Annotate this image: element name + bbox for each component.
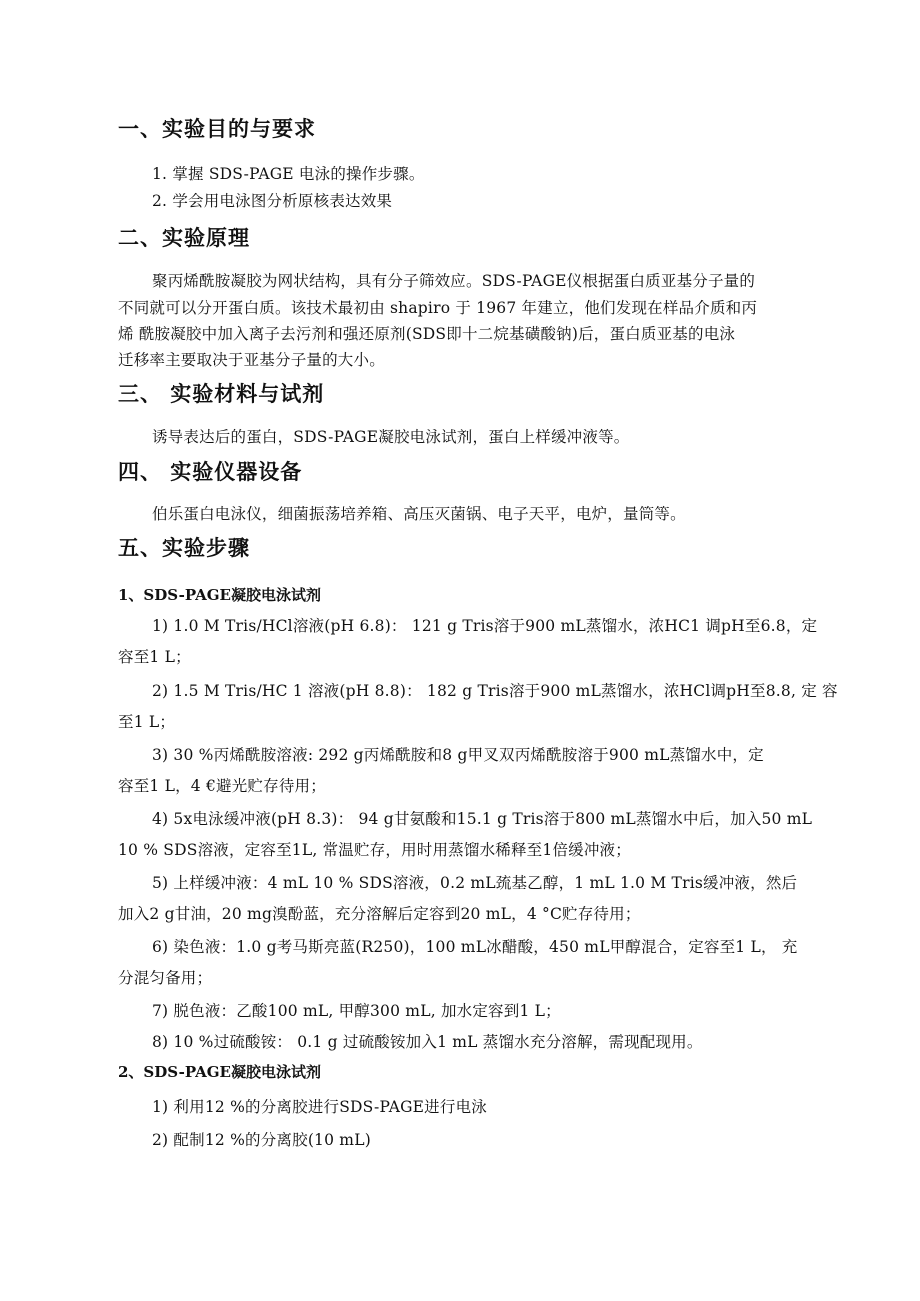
step-line: 10 % SDS溶液，定容至1L, 常温贮存，用时用蒸馏水稀释至1倍缓冲液；	[118, 841, 631, 859]
objective-item-2: 2. 学会用电泳图分析原核表达效果	[152, 192, 393, 210]
step-line: 8) 10 %过硫酸铵： 0.1 g 过硫酸铵加入1 mL 蒸馏水充分溶解，需现配现用。	[152, 1033, 703, 1051]
equipment-text: 伯乐蛋白电泳仪，细菌振荡培养箱、高压灭菌锅、电子天平，电炉，量筒等。	[152, 505, 686, 523]
step-line: 加入2 g甘油，20 mg溴酚蓝，充分溶解后定容到20 mL，4 °C贮存待用；	[118, 905, 641, 923]
section-2-heading: 二、实验原理	[118, 226, 250, 250]
step-line: 容至1 L，4 €避光贮存待用；	[118, 777, 326, 795]
section-5-heading: 五、实验步骤	[118, 536, 250, 560]
step-line: 容至1 L；	[118, 648, 191, 666]
principle-line-4: 迁移率主要取决于亚基分子量的大小。	[118, 351, 385, 369]
section-4-heading: 四、 实验仪器设备	[118, 460, 303, 484]
objective-item-1: 1. 掌握 SDS-PAGE 电泳的操作步骤。	[152, 165, 425, 183]
step-line: 7) 脱色液：乙酸100 mL, 甲醇300 mL, 加水定容到1 L；	[152, 1002, 561, 1020]
step-line: 1) 1.0 M Tris/HCl溶液(pH 6.8)： 121 g Tris溶于900 mL蒸馏水，浓HC1 调pH至6.8，定	[152, 617, 818, 635]
principle-line-2: 不同就可以分开蛋白质。该技术最初由 shapiro 于 1967 年建立，他们发现在样品介质和丙	[118, 299, 758, 317]
step-line: 2) 配制12 %的分离胶(10 mL)	[152, 1131, 371, 1149]
step-line: 5) 上样缓冲液：4 mL 10 % SDS溶液，0.2 mL巯基乙醇，1 mL 1.0 M Tris缓冲液，然后	[152, 874, 798, 892]
step-line: 4) 5x电泳缓冲液(pH 8.3)： 94 g甘氨酸和15.1 g Tris溶于800 mL蒸馏水中后，加入50 mL	[152, 810, 813, 828]
principle-line-1: 聚丙烯酰胺凝胶为网状结构，具有分子筛效应。SDS-PAGE仪根据蛋白质亚基分子量的	[152, 272, 756, 290]
principle-line-3: 烯 酰胺凝胶中加入离子去污剂和强还原剂(SDS即十二烷基磺酸钠)后，蛋白质亚基的电泳	[118, 325, 736, 343]
step-line: 2) 1.5 M Tris/HC 1 溶液(pH 8.8)： 182 g Tris溶于900 mL蒸馏水，浓HCl调pH至8.8, 定 容	[152, 682, 838, 700]
step-line: 1) 利用12 %的分离胶进行SDS-PAGE进行电泳	[152, 1098, 487, 1116]
step-line: 至1 L；	[118, 713, 176, 731]
subsection-2-heading: 2、SDS-PAGE凝胶电泳试剂	[118, 1063, 321, 1081]
subsection-1-heading: 1、SDS-PAGE凝胶电泳试剂	[118, 586, 321, 604]
step-line: 6) 染色液：1.0 g考马斯亮蓝(R250)，100 mL冰醋酸，450 mL甲醇混合，定容至1 L， 充	[152, 938, 798, 956]
section-3-heading: 三、 实验材料与试剂	[118, 382, 325, 406]
materials-text: 诱导表达后的蛋白，SDS-PAGE凝胶电泳试剂，蛋白上样缓冲液等。	[152, 428, 630, 446]
step-line: 3) 30 %丙烯酰胺溶液: 292 g丙烯酰胺和8 g甲叉双丙烯酰胺溶于900 mL蒸馏水中，定	[152, 746, 764, 764]
step-line: 分混匀备用；	[118, 969, 213, 987]
section-1-heading: 一、实验目的与要求	[118, 117, 316, 141]
